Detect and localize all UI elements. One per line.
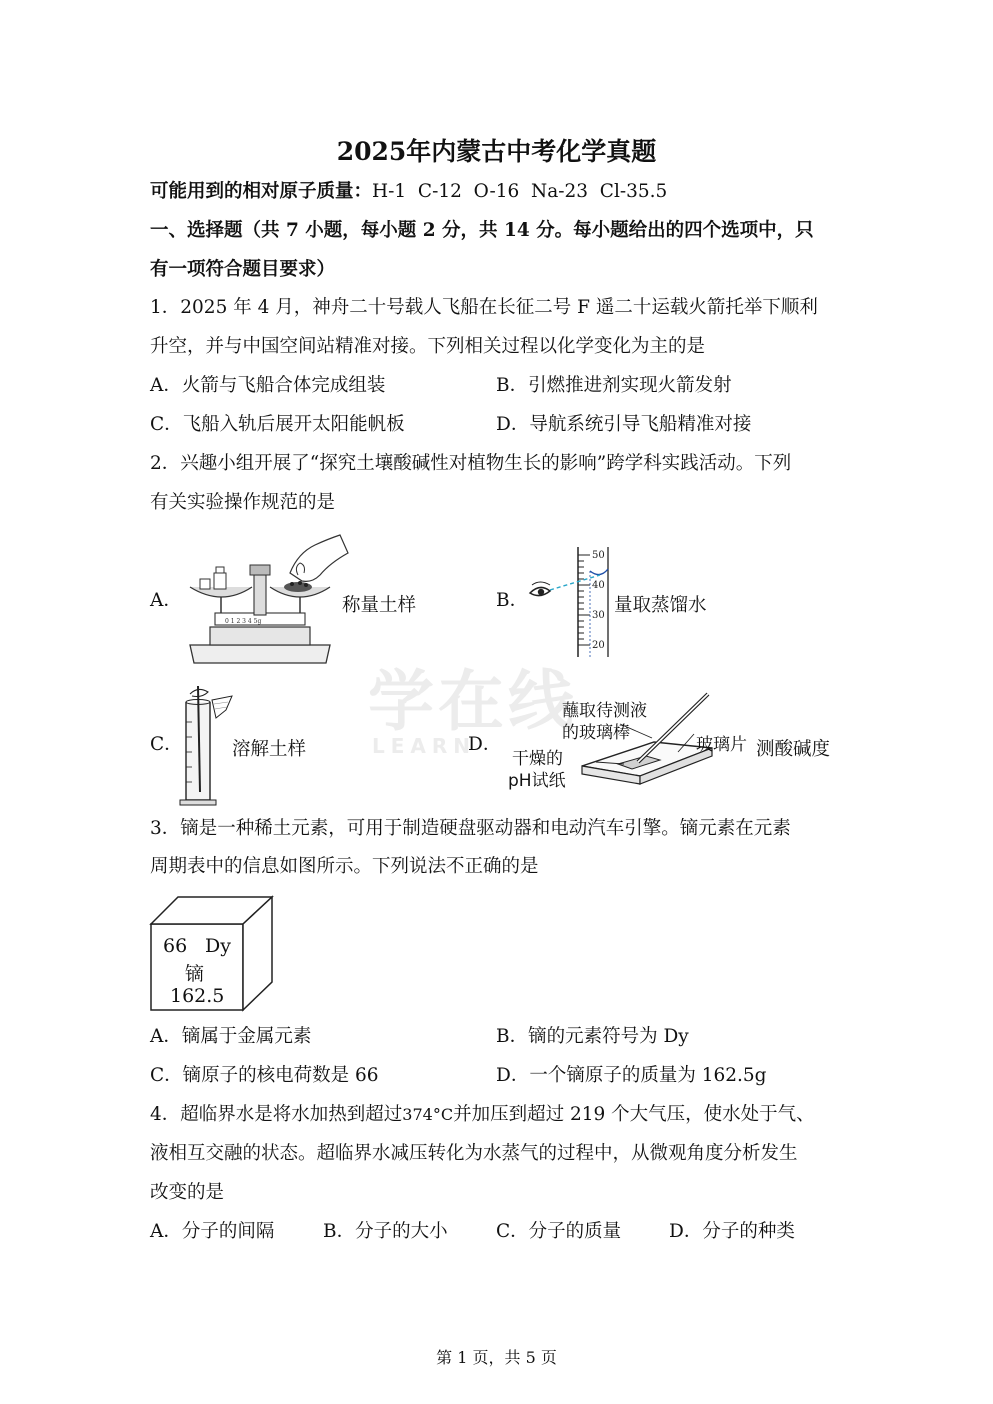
section-heading-line2: 有一项符合题目要求） — [150, 259, 336, 280]
cylinder-tick-50: 50 — [592, 550, 605, 561]
q1-stem-line1: 1．2025 年 4 月，神舟二十号载人飞船在长征二号 F 遥二十运载火箭托举下顺利 — [150, 297, 818, 318]
watermark-sub: LEARN — [372, 734, 477, 758]
diagram-paper-label-line2: pH试纸 — [508, 771, 566, 791]
q2-option-d-letter: D． — [468, 734, 502, 755]
diagram-glass-label: 玻璃片 — [696, 735, 747, 755]
q4-stem-line2: 液相互交融的状态。超临界水减压转化为水蒸气的过程中，从微观角度分析发生 — [150, 1143, 798, 1164]
q4-temperature-unit: °C — [432, 1105, 454, 1124]
q2-option-b-letter: B． — [496, 590, 529, 611]
q3-option-b: B．镝的元素符号为 Dy — [496, 1026, 689, 1047]
q4-temperature: 374 — [402, 1105, 433, 1124]
q4-option-b: B．分子的大小 — [323, 1221, 448, 1242]
q2-option-a-text: 称量土样 — [342, 595, 417, 616]
section-heading-line1: 一、选择题（共 7 小题，每小题 2 分，共 14 分。每小题给出的四个选项中，只 — [150, 220, 814, 241]
graduated-cylinder-diagram — [528, 545, 618, 660]
diagram-paper-label-line1: 干燥的 — [512, 749, 563, 769]
eye-icon — [530, 582, 550, 596]
q2-stem-line2: 有关实验操作规范的是 — [150, 492, 336, 513]
dissolving-diagram — [178, 682, 238, 807]
element-symbol: Dy — [205, 935, 231, 957]
q3-option-d: D．一个镝原子的质量为 162.5g — [496, 1065, 767, 1086]
page-title: 2025年内蒙古中考化学真题 — [336, 137, 657, 166]
q2-option-a-letter: A． — [150, 590, 182, 611]
q2-option-c-letter: C． — [150, 734, 183, 755]
q2-option-b-text: 量取蒸馏水 — [614, 595, 707, 616]
q1-option-a: A．火箭与飞船合体完成组装 — [150, 375, 386, 396]
q4-stem-pre: 4．超临界水是将水加热到超过 — [150, 1104, 403, 1125]
watermark: 学在线 — [368, 663, 578, 740]
q3-stem-line2: 周期表中的信息如图所示。下列说法不正确的是 — [150, 856, 539, 877]
element-number: 66 — [163, 935, 188, 957]
balance-scale-text: 0 1 2 3 4 5g — [225, 618, 262, 625]
diagram-rod-label-line2: 的玻璃棒 — [562, 723, 630, 743]
q4-option-a: A．分子的间隔 — [150, 1221, 275, 1242]
q1-option-b: B．引燃推进剂实现火箭发射 — [496, 375, 732, 396]
q3-stem-line1: 3．镝是一种稀土元素，可用于制造硬盘驱动器和电动汽车引擎。镝元素在元素 — [150, 818, 791, 839]
q1-option-d: D．导航系统引导飞船精准对接 — [496, 414, 752, 435]
q1-stem-line2: 升空，并与中国空间站精准对接。下列相关过程以化学变化为主的是 — [150, 336, 706, 357]
diagram-rod-label-line1: 蘸取待测液 — [562, 701, 647, 721]
element-mass: 162.5 — [170, 985, 225, 1007]
q2-stem-line1: 2．兴趣小组开展了“探究土壤酸碱性对植物生长的影响”跨学科实践活动。下列 — [150, 453, 792, 474]
q3-option-a: A．镝属于金属元素 — [150, 1026, 312, 1047]
q4-stem-line1 — [150, 1106, 815, 1125]
q2-option-d-text: 测酸碱度 — [756, 739, 831, 760]
element-name: 镝 — [185, 963, 205, 985]
q4-option-c: C．分子的质量 — [496, 1221, 622, 1242]
q4-option-d: D．分子的种类 — [669, 1221, 795, 1242]
q1-option-c: C．飞船入轨后展开太阳能帆板 — [150, 414, 405, 435]
atomic-mass-label: 可能用到的相对原子质量： — [150, 181, 373, 202]
q2-option-c-text: 溶解土样 — [232, 739, 307, 760]
atomic-mass-values: H-1 C-12 O-16 Na-23 Cl-35.5 — [372, 181, 668, 202]
cylinder-tick-40: 40 — [592, 580, 605, 591]
cylinder-tick-30: 30 — [592, 610, 605, 621]
q4-stem-line3: 改变的是 — [150, 1182, 225, 1203]
q3-option-c: C．镝原子的核电荷数是 66 — [150, 1065, 379, 1086]
cylinder-tick-20: 20 — [592, 640, 605, 651]
q4-stem-post: 并加压到超过 219 个大气压，使水处于气、 — [453, 1104, 815, 1125]
page-footer: 第 1 页，共 5 页 — [436, 1348, 557, 1367]
atomic-mass-line — [150, 183, 667, 202]
balance-diagram — [180, 535, 340, 670]
